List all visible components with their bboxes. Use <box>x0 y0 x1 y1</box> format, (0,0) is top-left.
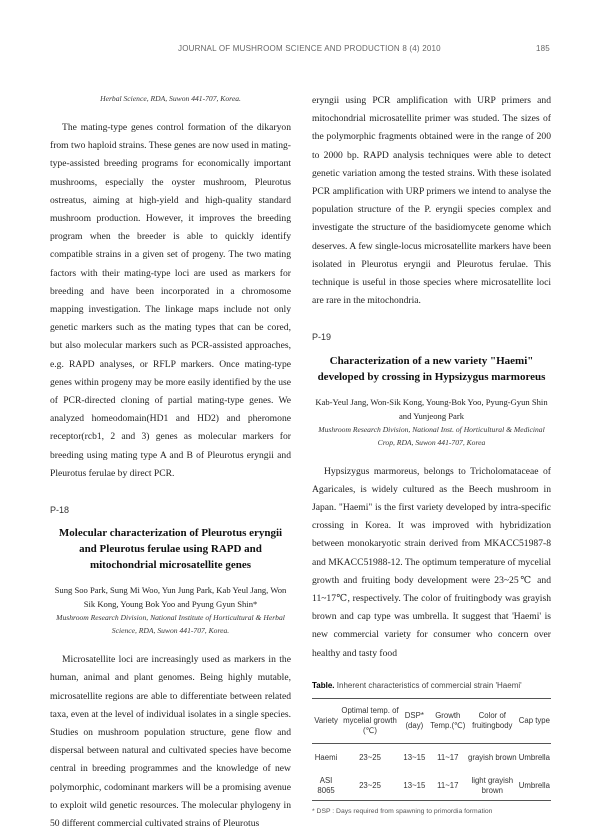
table-cell: ASI 8065 <box>317 776 335 796</box>
abstract-title: Characterization of a new variety "Haemi" developed by crossing in Hypsizygus marmoreus <box>317 354 546 383</box>
affiliation: Mushroom Research Division, National Institute of Horticultural & Herbal Science, RDA, Suwon 441-707, Korea. <box>56 613 285 636</box>
author-list: Kab-Yeul Jang, Won-Sik Kong, Young-Bok Yoo, Pyung-Gyun Shin and Yunjeong Park <box>315 396 548 421</box>
table-header-cell: Variety <box>314 716 338 726</box>
table-header-cell: Color of fruitingbody <box>472 711 513 731</box>
table-row <box>312 772 551 801</box>
table-cell: Umbrella <box>518 781 550 791</box>
abstract-number: P-18 <box>50 505 70 516</box>
table-footnote: * DSP : Days required from spawning to primordia formation <box>312 808 493 816</box>
abstract-body: Microsatellite loci are increasingly used as markers in the human, animal and plant genomes. Being highly mutable, microsatellite regions are able to differentiate between related taxa, even at the level of individual isolates in a single species. Studies on mushroom population structure, gene flow and dispersal between natural and cultivated species have become central in breeding programmes and the knowledge of new polymorphic, codominant markers will be a promising avenue to exploit wild genetic resources. The molecular phylogeny in 50 different commercial cultivated strains of Pleurotus <box>50 654 291 830</box>
page-number: 185 <box>536 44 550 53</box>
table-cell: 13~15 <box>403 753 426 763</box>
table-header-cell: Cap type <box>518 716 550 726</box>
journal-title: JOURNAL OF MUSHROOM SCIENCE AND PRODUCTION 8 (4) 2010 <box>178 44 441 53</box>
table-header-cell: Growth Temp.(℃) <box>430 711 466 731</box>
table-cell: Haemi <box>314 753 338 763</box>
right-column <box>312 92 551 821</box>
affiliation-continued: Herbal Science, RDA, Suwon 441-707, Korea. <box>100 94 241 103</box>
table-header-cell: Optimal temp. of mycelial growth (℃) <box>341 706 399 736</box>
table-row <box>312 744 551 773</box>
table-cell: 13~15 <box>403 781 426 791</box>
table-cell: grayish brown <box>468 753 517 763</box>
abstract-body-continued: eryngii using PCR amplification with URP primers and mitochondrial microsatellite primer was studed. The sizes of the polymorphic fragments obtained were in the range of 200 to 2000 bp. RAPD analysis techniques were able to detect genetic variation among the tested strains. With these isolated PCR amplification with URP primers we intend to analyse the population structure of the P. eryngii species complex and investigate the structure of the basidiomycete genome which deserves. A few single-locus microsatellite markers have been isolated in Pleurotus eryngii and Pleurotus ferulae. This technique is useful in those species where microsatellite loci are rare in the mitochondria. <box>312 95 551 307</box>
table-cell: Umbrella <box>518 753 550 763</box>
table-header-row <box>312 699 551 744</box>
table-caption-text: Inherent characteristics of commercial strain 'Haemi' <box>336 680 522 690</box>
table-cell: 23~25 <box>359 753 381 763</box>
table-cell: 23~25 <box>359 781 381 791</box>
left-column <box>50 92 291 833</box>
abstract-number: P-19 <box>312 332 332 343</box>
table-label: Table. <box>312 680 335 690</box>
abstract-body: The mating-type genes control formation of the dikaryon from two haploid strains. These genes are now used in mating-type-assisted breeding programs for economically important mushrooms, especially the oyster mushroom, Pleurotus ostreatus, aiming at high-yield and high-quality standard mushroom production. However, it improves the breeding program when the breeder is able to quickly identify compatible strains in a given set of progeny. The two mating factors with their mating-type loci are used as markers for breeding and have been incorporated in a chromosome mapping investigation. The linkage maps include not only genetic markers such as the mating types that can be cored, but also molecular markers such as PCR-assisted approaches, e.g. RAPD analyses, or RFLP markers. Once mating-type genes within progeny may be more easily identified by the use of PCR-directed cloning of partial mating-type genes. We analyzed homeodomain(HD1 and HD2) and pheromone receptor(rcb1, 2 and 3) genes as molecular markers for breeding using mating type A and B of Pleurotus eryngii and Pleurotus ferulae by direct PCR. <box>50 122 291 479</box>
table-cell: 11~17 <box>437 753 459 763</box>
abstract-title: Molecular characterization of Pleurotus eryngii and Pleurotus ferulae using RAPD and mitochondrial microsatellite genes <box>58 527 283 572</box>
abstract-body: Hypsizygus marmoreus, belongs to Tricholomataceae of Agaricales, is widely cultured as the Beech mushroom in Japan. "Haemi" is the first variety developed by intra-specific crossing in Korea. It was improved with hybridization between monokaryotic strain derived from MKACC51987-8 and MKACC51988-12. The optimum temperature of mycelial growth and fruiting body development were 23~25℃ and 11~17℃, respectively. The color of fruitingbody was grayish brown and cap type was umbrella. It suggest that 'Haemi' is new commercial variety for consumer who concern over healthy and tasty food <box>312 465 551 659</box>
characteristics-table <box>312 698 551 801</box>
table-cell: 11~17 <box>437 781 459 791</box>
affiliation: Mushroom Research Division, National Inst. of Horticultural & Medicinal Crop, RDA, Suwon 441-707, Korea <box>318 424 545 447</box>
table-cell: light grayish brown <box>471 776 514 796</box>
table-caption <box>312 677 551 695</box>
table-header-cell: DSP* (day) <box>404 711 424 731</box>
author-list: Sung Soo Park, Sung Mi Woo, Yun Jung Park, Kab Yeul Jang, Won Sik Kong, Young Bok Yoo and Pyung Gyun Shin* <box>54 585 287 610</box>
